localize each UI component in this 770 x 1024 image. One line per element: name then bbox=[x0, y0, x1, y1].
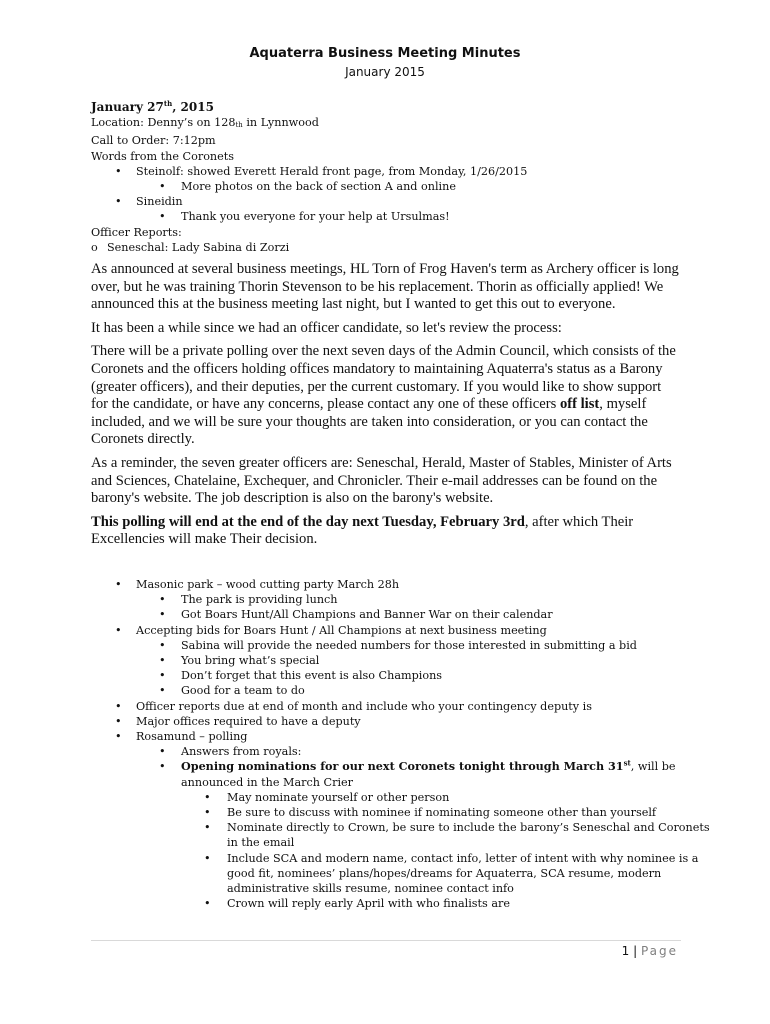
list-item: o Seneschal: Lady Sabina di Zorzi bbox=[91, 240, 290, 254]
list-item: • Sabina will provide the needed numbers for those interested in submitting a bid bbox=[159, 638, 637, 652]
list-item-continuation: administrative skills resume, nominee contact info bbox=[227, 882, 514, 896]
list-item-continuation: good fit, nominees’ plans/hopes/dreams for Aquaterra, SCA resume, modern bbox=[227, 866, 662, 880]
bullet-icon: • bbox=[115, 195, 122, 209]
list-item: • Major offices required to have a deputy bbox=[115, 714, 361, 728]
list-item: • Rosamund – polling bbox=[115, 730, 248, 744]
officer-reports-heading: Officer Reports: bbox=[91, 225, 182, 239]
footer-divider bbox=[91, 940, 681, 941]
list-item: • Include SCA and modern name, contact info, letter of intent with why nominee is a bbox=[204, 851, 699, 865]
paragraph: As a reminder, the seven greater officers are: Seneschal, Herald, Master of Stables, Minister of Arts and Sciences, Chatelaine, Exchequer, and Chronicler. Their e-mail addresses can be found on the barony's website. The job description is also on the barony's website. bbox=[91, 454, 672, 507]
list-item: • Crown will reply early April with who finalists are bbox=[204, 897, 510, 911]
bullet-icon: • bbox=[115, 164, 122, 178]
list-item: • The park is providing lunch bbox=[159, 593, 338, 607]
bullet-icon: • bbox=[115, 699, 122, 713]
list-item: • Nominate directly to Crown, be sure to include the barony’s Seneschal and Coronets bbox=[204, 821, 710, 835]
bullet-icon: • bbox=[204, 821, 211, 835]
list-item: • May nominate yourself or other person bbox=[204, 790, 450, 804]
meeting-location: Location: Denny’s on 128th in Lynnwood bbox=[91, 116, 319, 130]
list-item-continuation: announced in the March Crier bbox=[181, 775, 354, 789]
coronets-heading: Words from the Coronets bbox=[91, 149, 234, 163]
bullet-icon: • bbox=[204, 897, 211, 911]
list-item: • Got Boars Hunt/All Champions and Banner War on their calendar bbox=[159, 608, 553, 622]
bullet-icon: • bbox=[159, 608, 166, 622]
meeting-date: January 27th, 2015 bbox=[91, 99, 214, 114]
list-item: • Opening nominations for our next Coronets tonight through March 31st, will be bbox=[159, 758, 676, 774]
paragraph: It has been a while since we had an officer candidate, so let's review the process: bbox=[91, 319, 562, 336]
bullet-icon: • bbox=[115, 714, 122, 728]
call-to-order: Call to Order: 7:12pm bbox=[91, 134, 216, 148]
list-item: • Officer reports due at end of month and include who your contingency deputy is bbox=[115, 699, 592, 713]
page-number: 1 bbox=[621, 944, 630, 958]
bullet-icon: • bbox=[204, 806, 211, 820]
list-item: • Good for a team to do bbox=[159, 684, 305, 698]
list-item-continuation: in the email bbox=[227, 836, 295, 850]
announcement-body bbox=[91, 261, 681, 555]
footer-separator: | bbox=[633, 944, 638, 958]
page-footer bbox=[560, 944, 678, 958]
meeting-meta bbox=[91, 100, 691, 255]
paragraph: As announced at several business meetings, HL Torn of Frog Haven's term as Archery officer is long over, but he was training Thorin Stevenson to be his replacement. Thorin as officially applied! We announced this at the business meeting last night, but I wanted to get this out to everyone. bbox=[91, 261, 679, 313]
bullet-icon: • bbox=[115, 578, 122, 591]
bullet-icon: • bbox=[159, 654, 166, 668]
paragraph: This polling will end at the end of the day next Tuesday, February 3rd, after which Their Excellencies will make Their decision. bbox=[91, 513, 634, 548]
list-item: • Steinolf: showed Everett Herald front page, from Monday, 1/26/2015 bbox=[115, 164, 528, 178]
bullet-icon: • bbox=[159, 593, 166, 607]
agenda-list bbox=[91, 577, 710, 911]
bullet-icon: • bbox=[159, 745, 166, 759]
bullet-icon: • bbox=[115, 730, 122, 744]
page-word: Page bbox=[640, 944, 678, 958]
bullet-icon: • bbox=[115, 623, 122, 637]
bullet-icon: • bbox=[159, 180, 166, 194]
bullet-icon: • bbox=[159, 638, 166, 652]
list-item: • You bring what’s special bbox=[159, 654, 320, 668]
list-item: • Accepting bids for Boars Hunt / All Champions at next business meeting bbox=[115, 623, 547, 637]
list-item: • Masonic park – wood cutting party March 28h bbox=[115, 578, 400, 591]
list-item: • Thank you everyone for your help at Ursulmas! bbox=[159, 210, 450, 224]
bullet-icon: • bbox=[159, 760, 166, 774]
document-title: Aquaterra Business Meeting Minutes bbox=[249, 46, 521, 61]
open-bullet-icon: o bbox=[91, 240, 98, 254]
list-item: • Be sure to discuss with nominee if nominating someone other than yourself bbox=[204, 806, 657, 820]
list-item: • Answers from royals: bbox=[159, 745, 302, 759]
list-item: • Sineidin bbox=[115, 195, 183, 209]
bullet-icon: • bbox=[159, 210, 166, 224]
bullet-icon: • bbox=[204, 851, 211, 865]
bullet-icon: • bbox=[159, 684, 166, 698]
list-item: • Don’t forget that this event is also Champions bbox=[159, 669, 443, 683]
paragraph: There will be a private polling over the next seven days of the Admin Council, which consists of the Coronets and the officers holding offices mandatory to maintaining Aquaterra's status as a Barony (greater officers), and their deputies, per the current customary. If you would like to show support for the candidate, or have any concerns, please contact any one of these officers off list, myself included, and we will be sure your thoughts are taken into consideration, or you can contact the Coronets directly. bbox=[91, 343, 676, 448]
bullet-icon: • bbox=[204, 790, 211, 804]
list-item: • More photos on the back of section A and online bbox=[159, 180, 456, 194]
bullet-icon: • bbox=[159, 669, 166, 683]
document-subtitle: January 2015 bbox=[345, 65, 425, 79]
